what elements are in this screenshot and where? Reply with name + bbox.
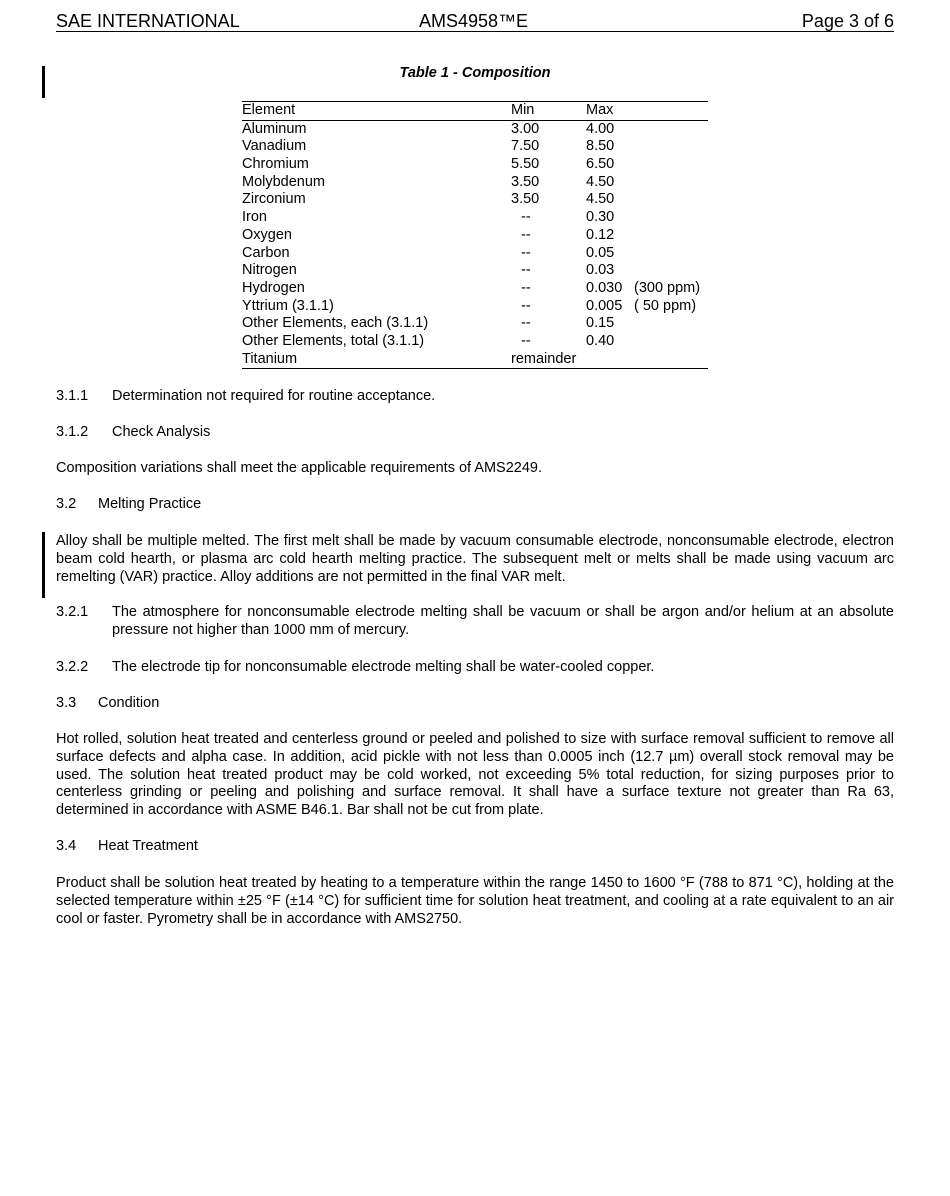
header-page-number: Page 3 of 6 bbox=[801, 11, 894, 31]
table-row bbox=[242, 138, 708, 156]
max-cell: 0.12 bbox=[586, 226, 615, 243]
element-cell: Oxygen bbox=[242, 226, 292, 243]
table-row bbox=[242, 121, 708, 139]
section-3-2-2-number: 3.2.2 bbox=[56, 659, 89, 675]
element-cell: Molybdenum bbox=[242, 173, 326, 190]
section-3-1-2-body: Composition variations shall meet the applicable requirements of AMS2249. bbox=[56, 460, 543, 476]
max-cell: 0.03 bbox=[586, 262, 615, 279]
max-cell: 0.005 bbox=[586, 297, 623, 314]
element-cell: Titanium bbox=[242, 350, 298, 367]
min-cell: -- bbox=[521, 244, 531, 261]
element-cell: Vanadium bbox=[242, 138, 307, 155]
page-header bbox=[56, 11, 894, 32]
element-cell: Zirconium bbox=[242, 191, 306, 208]
section-3-1-1-text: Determination not required for routine acceptance. bbox=[112, 388, 436, 404]
max-cell: 0.030 bbox=[586, 279, 623, 296]
header-org: SAE INTERNATIONAL bbox=[56, 11, 240, 31]
table-row bbox=[242, 280, 708, 298]
element-cell: Yttrium (3.1.1) bbox=[242, 297, 334, 314]
min-cell: -- bbox=[521, 262, 531, 279]
section-3-2-1-number: 3.2.1 bbox=[56, 604, 89, 620]
element-cell: Other Elements, total (3.1.1) bbox=[242, 332, 425, 349]
element-cell: Other Elements, each (3.1.1) bbox=[242, 315, 429, 332]
section-3-2-body: Alloy shall be multiple melted. The first melt shall be made by vacuum consumable electrode, nonconsumable electrode, electron beam cold hearth, or plasma arc cold hearth melting practice. The subsequent melt or melts shall be made using vacuum arc remelting (VAR) practice. Alloy additions are not permitted in the final VAR melt. bbox=[56, 533, 894, 585]
section-3-4-number: 3.4 bbox=[56, 838, 77, 854]
table-row bbox=[242, 245, 708, 263]
element-cell: Carbon bbox=[242, 244, 290, 261]
table-row bbox=[242, 227, 708, 245]
min-cell: 5.50 bbox=[511, 156, 540, 173]
min-cell: 3.50 bbox=[511, 173, 540, 190]
min-cell: -- bbox=[521, 226, 531, 243]
min-cell: 3.50 bbox=[511, 191, 540, 208]
min-cell: -- bbox=[521, 315, 531, 332]
table-header-row bbox=[242, 102, 708, 121]
element-cell: Chromium bbox=[242, 156, 309, 173]
section-3-1-2-title: Check Analysis bbox=[112, 424, 211, 440]
section-3-1-1-number: 3.1.1 bbox=[56, 388, 89, 404]
min-cell: -- bbox=[521, 279, 531, 296]
composition-table bbox=[242, 101, 708, 369]
header-doc-number: AMS4958™E bbox=[419, 11, 529, 31]
table-row bbox=[242, 174, 708, 192]
min-cell: -- bbox=[521, 332, 531, 349]
column-header-max: Max bbox=[586, 102, 614, 118]
min-cell: -- bbox=[521, 209, 531, 226]
table-row bbox=[242, 156, 708, 174]
table-row bbox=[242, 351, 708, 369]
change-bar bbox=[42, 532, 45, 598]
section-3-2-2-text: The electrode tip for nonconsumable electrode melting shall be water-cooled copper. bbox=[112, 659, 655, 675]
max-cell: 0.05 bbox=[586, 244, 615, 261]
max-cell: 0.30 bbox=[586, 209, 615, 226]
note-cell: ( 50 ppm) bbox=[634, 297, 697, 314]
table-row bbox=[242, 298, 708, 316]
element-cell: Iron bbox=[242, 209, 267, 226]
element-cell: Hydrogen bbox=[242, 279, 305, 296]
max-cell: 0.15 bbox=[586, 315, 615, 332]
max-cell: 8.50 bbox=[586, 138, 615, 155]
section-3-3-title: Condition bbox=[98, 695, 160, 711]
max-cell: 4.50 bbox=[586, 191, 615, 208]
section-3-2-title: Melting Practice bbox=[98, 496, 202, 512]
table-row bbox=[242, 191, 708, 209]
min-cell: 3.00 bbox=[511, 120, 540, 137]
table-row bbox=[242, 262, 708, 280]
column-header-element: Element bbox=[242, 102, 296, 118]
element-cell: Aluminum bbox=[242, 120, 307, 137]
section-3-3-number: 3.3 bbox=[56, 695, 77, 711]
table-row bbox=[242, 315, 708, 333]
element-cell: Nitrogen bbox=[242, 262, 297, 279]
min-cell: 7.50 bbox=[511, 138, 540, 155]
section-3-4-body: Product shall be solution heat treated by heating to a temperature within the range 1450 to 1600 °F (788 to 871 °C), holding at the selected temperature within ±25 °F (±14 °C) for sufficient time for solution heat treatment, and cooling at a rate equivalent to an air cool or faster. Pyrometry shall be in accordance with AMS2750. bbox=[56, 875, 894, 927]
section-3-2-1-text: The atmosphere for nonconsumable electrode melting shall be vacuum or shall be argon and/or helium at an absolute pressure not higher than 1000 mm of mercury. bbox=[112, 604, 894, 638]
note-cell: (300 ppm) bbox=[634, 279, 701, 296]
min-cell: -- bbox=[521, 297, 531, 314]
max-cell: 6.50 bbox=[586, 156, 615, 173]
max-cell: 4.50 bbox=[586, 173, 615, 190]
max-cell: 0.40 bbox=[586, 332, 615, 349]
column-header-min: Min bbox=[511, 102, 535, 118]
min-cell: remainder bbox=[511, 350, 577, 367]
table-title: Table 1 - Composition bbox=[399, 65, 551, 81]
max-cell: 4.00 bbox=[586, 120, 615, 137]
section-3-3-body: Hot rolled, solution heat treated and centerless ground or peeled and polished to size with surface removal sufficient to remove all surface defects and alpha case. In addition, acid pickle with not less than 0.0005 inch (12.7 µm) overall stock removal may be used. The solution heat treated product may be cold worked, not exceeding 5% total reduction, for sizing purposes prior to centerless grinding or peeling and polishing and surface removal. It shall have a surface texture not greater than Ra 63, determined in accordance with ASME B46.1. Bar shall not be cut from plate. bbox=[56, 731, 894, 819]
section-3-2-number: 3.2 bbox=[56, 496, 77, 512]
table-row bbox=[242, 333, 708, 351]
section-3-1-2-number: 3.1.2 bbox=[56, 424, 89, 440]
section-3-4-title: Heat Treatment bbox=[98, 838, 198, 854]
table-row bbox=[242, 209, 708, 227]
